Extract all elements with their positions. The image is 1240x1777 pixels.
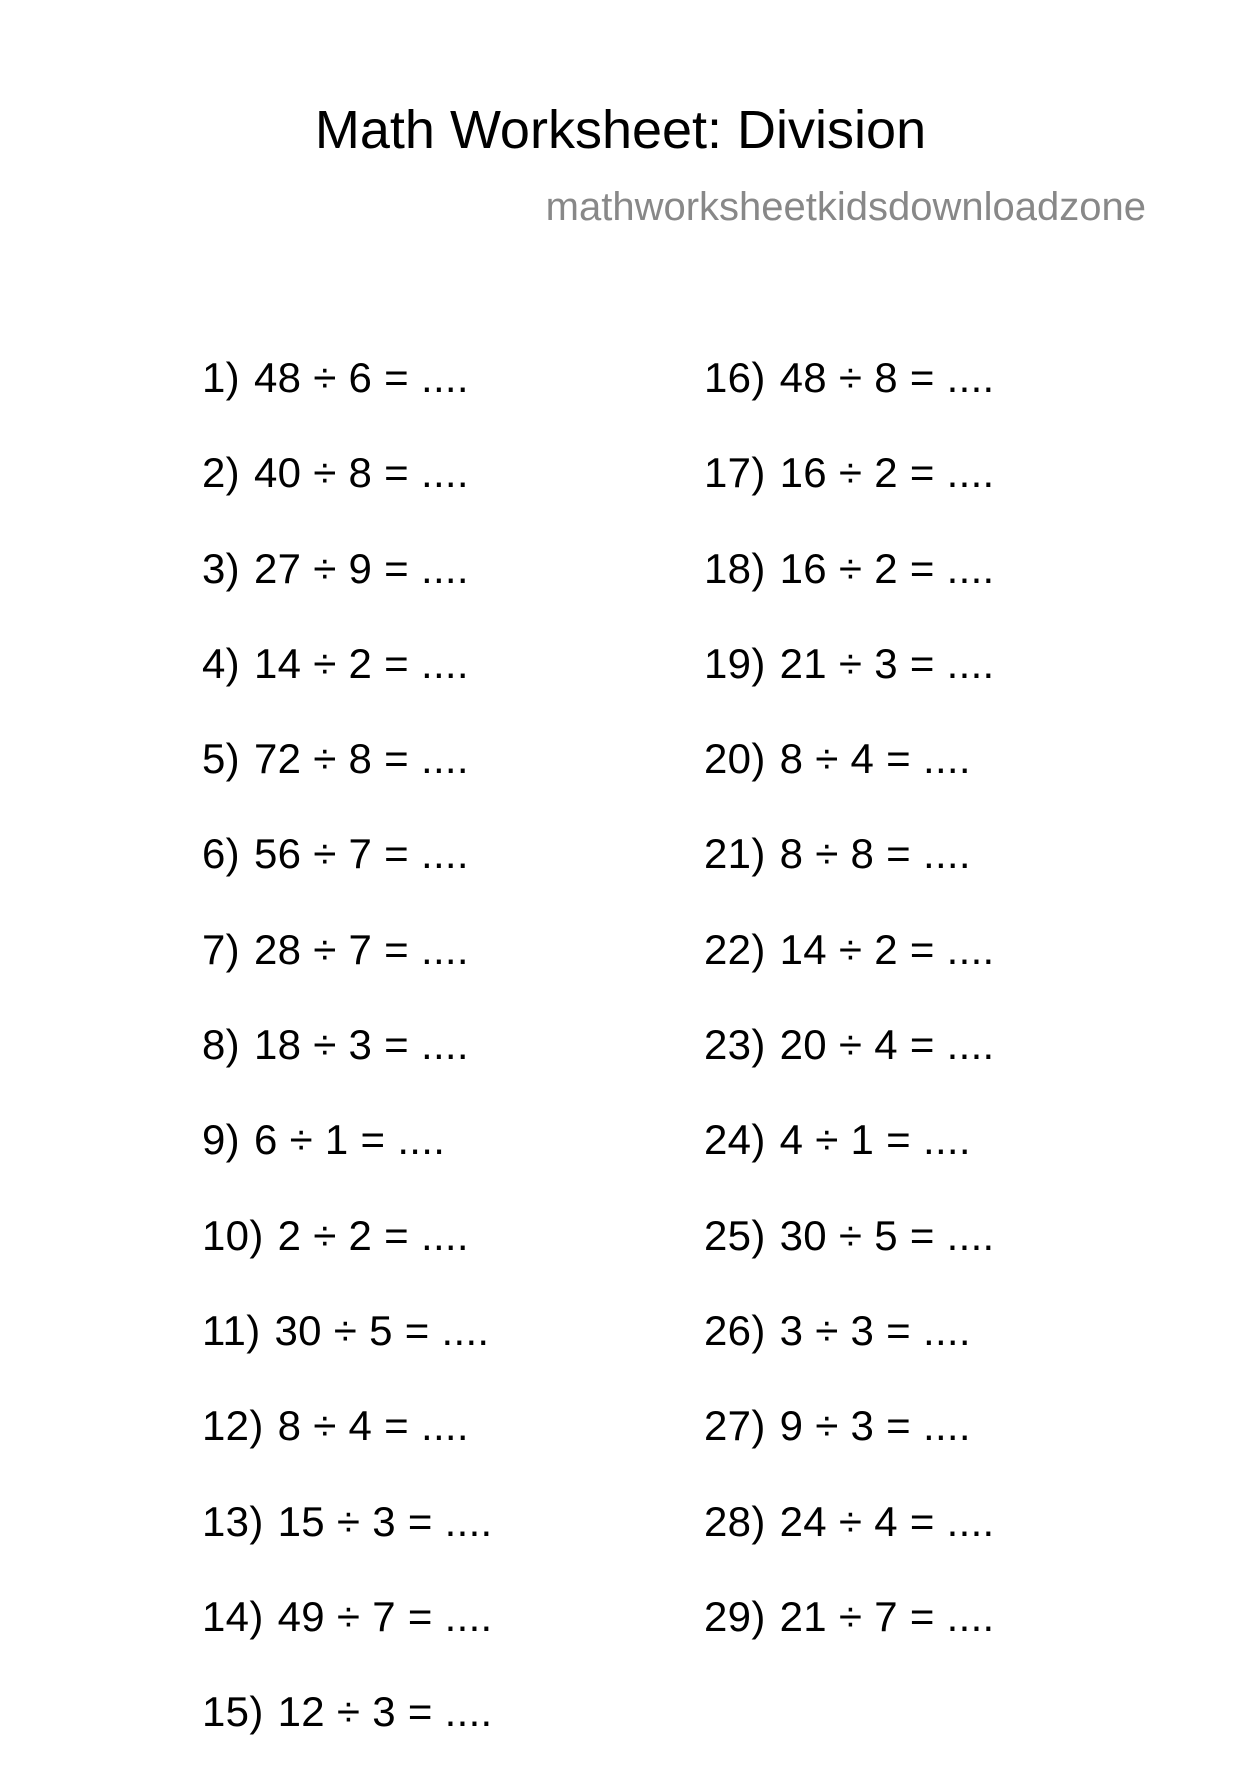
problem-expression: 14 ÷ 2 = .... bbox=[253, 639, 469, 687]
problem-expression: 16 ÷ 2 = .... bbox=[779, 449, 995, 497]
problem-item bbox=[202, 1396, 702, 1491]
problem-number: 15) bbox=[202, 1688, 264, 1736]
problem-expression: 21 ÷ 3 = .... bbox=[779, 639, 995, 687]
problem-number: 6) bbox=[202, 830, 240, 878]
problem-number: 2) bbox=[202, 449, 240, 497]
problem-item bbox=[202, 348, 702, 443]
problem-item bbox=[704, 1301, 1204, 1396]
problem-number: 22) bbox=[704, 925, 766, 973]
problem-expression: 72 ÷ 8 = .... bbox=[253, 735, 469, 783]
problem-number: 28) bbox=[704, 1497, 766, 1545]
problem-number: 24) bbox=[704, 1116, 766, 1164]
problem-expression: 18 ÷ 3 = .... bbox=[253, 1021, 469, 1069]
problem-number: 13) bbox=[202, 1497, 264, 1545]
problem-number: 3) bbox=[202, 544, 240, 592]
problem-expression: 3 ÷ 3 = .... bbox=[779, 1306, 971, 1354]
problem-expression: 21 ÷ 7 = .... bbox=[779, 1592, 995, 1640]
problem-item bbox=[704, 824, 1204, 919]
problem-number: 8) bbox=[202, 1021, 240, 1069]
problem-item bbox=[704, 1587, 1204, 1682]
problem-item bbox=[202, 1110, 702, 1205]
problem-expression: 30 ÷ 5 = .... bbox=[779, 1211, 995, 1259]
problem-expression: 49 ÷ 7 = .... bbox=[277, 1592, 493, 1640]
problem-item bbox=[202, 1587, 702, 1682]
problem-item bbox=[704, 729, 1204, 824]
problem-number: 1) bbox=[202, 354, 240, 401]
problem-column-right bbox=[704, 348, 1204, 1682]
problem-number: 4) bbox=[202, 639, 240, 687]
problem-item bbox=[202, 1682, 702, 1777]
problem-number: 27) bbox=[704, 1402, 766, 1450]
problem-expression: 27 ÷ 9 = .... bbox=[253, 544, 469, 592]
problem-expression: 20 ÷ 4 = .... bbox=[779, 1021, 995, 1069]
problem-expression: 48 ÷ 8 = .... bbox=[779, 354, 995, 401]
problem-expression: 14 ÷ 2 = .... bbox=[779, 925, 995, 973]
problem-expression: 6 ÷ 1 = .... bbox=[253, 1116, 446, 1164]
problem-column-left bbox=[202, 348, 702, 1777]
problem-item bbox=[704, 443, 1204, 538]
problem-item bbox=[202, 1206, 702, 1301]
problem-expression: 2 ÷ 2 = .... bbox=[277, 1211, 469, 1259]
problem-number: 17) bbox=[704, 449, 766, 497]
problem-expression: 24 ÷ 4 = .... bbox=[779, 1497, 995, 1545]
problem-number: 26) bbox=[704, 1306, 766, 1354]
problem-number: 19) bbox=[704, 639, 766, 687]
problem-item bbox=[704, 1015, 1204, 1110]
problem-item bbox=[704, 634, 1204, 729]
problem-item bbox=[704, 539, 1204, 634]
worksheet-title: Math Worksheet: Division bbox=[314, 100, 927, 160]
problem-item bbox=[202, 539, 702, 634]
problem-item bbox=[704, 920, 1204, 1015]
problem-expression: 15 ÷ 3 = .... bbox=[277, 1497, 493, 1545]
problem-number: 11) bbox=[202, 1306, 261, 1354]
problem-number: 10) bbox=[202, 1211, 264, 1259]
problem-expression: 40 ÷ 8 = .... bbox=[253, 449, 469, 497]
problem-expression: 28 ÷ 7 = .... bbox=[253, 925, 469, 973]
problem-expression: 12 ÷ 3 = .... bbox=[277, 1688, 493, 1736]
problem-expression: 8 ÷ 8 = .... bbox=[779, 830, 971, 878]
problem-item bbox=[202, 824, 702, 919]
problem-expression: 4 ÷ 1 = .... bbox=[779, 1116, 971, 1164]
problem-item bbox=[202, 1492, 702, 1587]
problem-number: 21) bbox=[704, 830, 766, 878]
problem-number: 25) bbox=[704, 1211, 766, 1259]
problem-number: 14) bbox=[202, 1592, 264, 1640]
problem-expression: 56 ÷ 7 = .... bbox=[253, 830, 469, 878]
problem-item bbox=[202, 1301, 702, 1396]
worksheet-subtitle: mathworksheetkidsdownloadzone bbox=[545, 185, 1146, 229]
problem-item bbox=[202, 443, 702, 538]
problem-expression: 48 ÷ 6 = .... bbox=[253, 354, 469, 401]
problem-item bbox=[202, 1015, 702, 1110]
problem-item bbox=[202, 920, 702, 1015]
problem-expression: 9 ÷ 3 = .... bbox=[779, 1402, 971, 1450]
problem-expression: 8 ÷ 4 = .... bbox=[779, 735, 971, 783]
problem-number: 23) bbox=[704, 1021, 766, 1069]
problem-number: 12) bbox=[202, 1402, 264, 1450]
problem-item bbox=[704, 1110, 1204, 1205]
problem-number: 29) bbox=[704, 1592, 766, 1640]
problem-item bbox=[202, 729, 702, 824]
problem-expression: 8 ÷ 4 = .... bbox=[277, 1402, 469, 1450]
problem-number: 20) bbox=[704, 735, 766, 783]
problem-expression: 16 ÷ 2 = .... bbox=[779, 544, 995, 592]
problem-number: 7) bbox=[202, 925, 240, 973]
problem-item bbox=[704, 1396, 1204, 1491]
problem-number: 5) bbox=[202, 735, 240, 783]
problem-item bbox=[202, 634, 702, 729]
problem-item bbox=[704, 1206, 1204, 1301]
problem-number: 9) bbox=[202, 1116, 240, 1164]
problem-item bbox=[704, 348, 1204, 443]
problem-number: 18) bbox=[704, 544, 766, 592]
problem-item bbox=[704, 1492, 1204, 1587]
problem-number: 16) bbox=[704, 354, 766, 401]
problem-expression: 30 ÷ 5 = .... bbox=[274, 1306, 490, 1354]
